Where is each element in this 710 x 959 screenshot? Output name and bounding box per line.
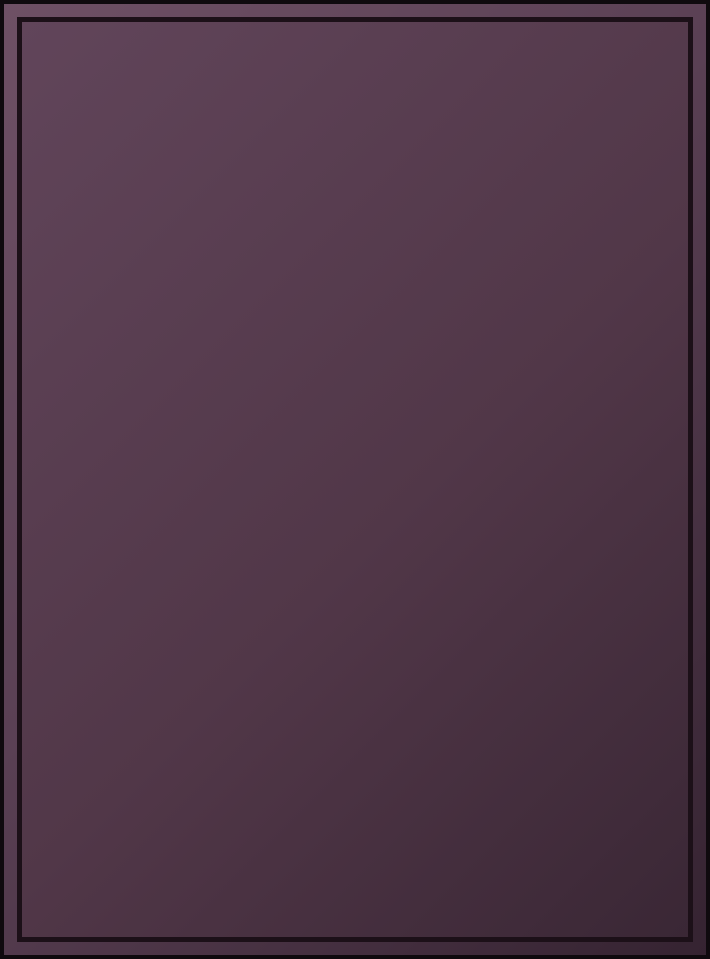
frame-groove [17,17,693,942]
frame-bevel-inner: ilac-MRA Acoustic Testing Services Limited ✳ HK AS [22,22,688,937]
frame-bevel-outer [4,4,706,955]
